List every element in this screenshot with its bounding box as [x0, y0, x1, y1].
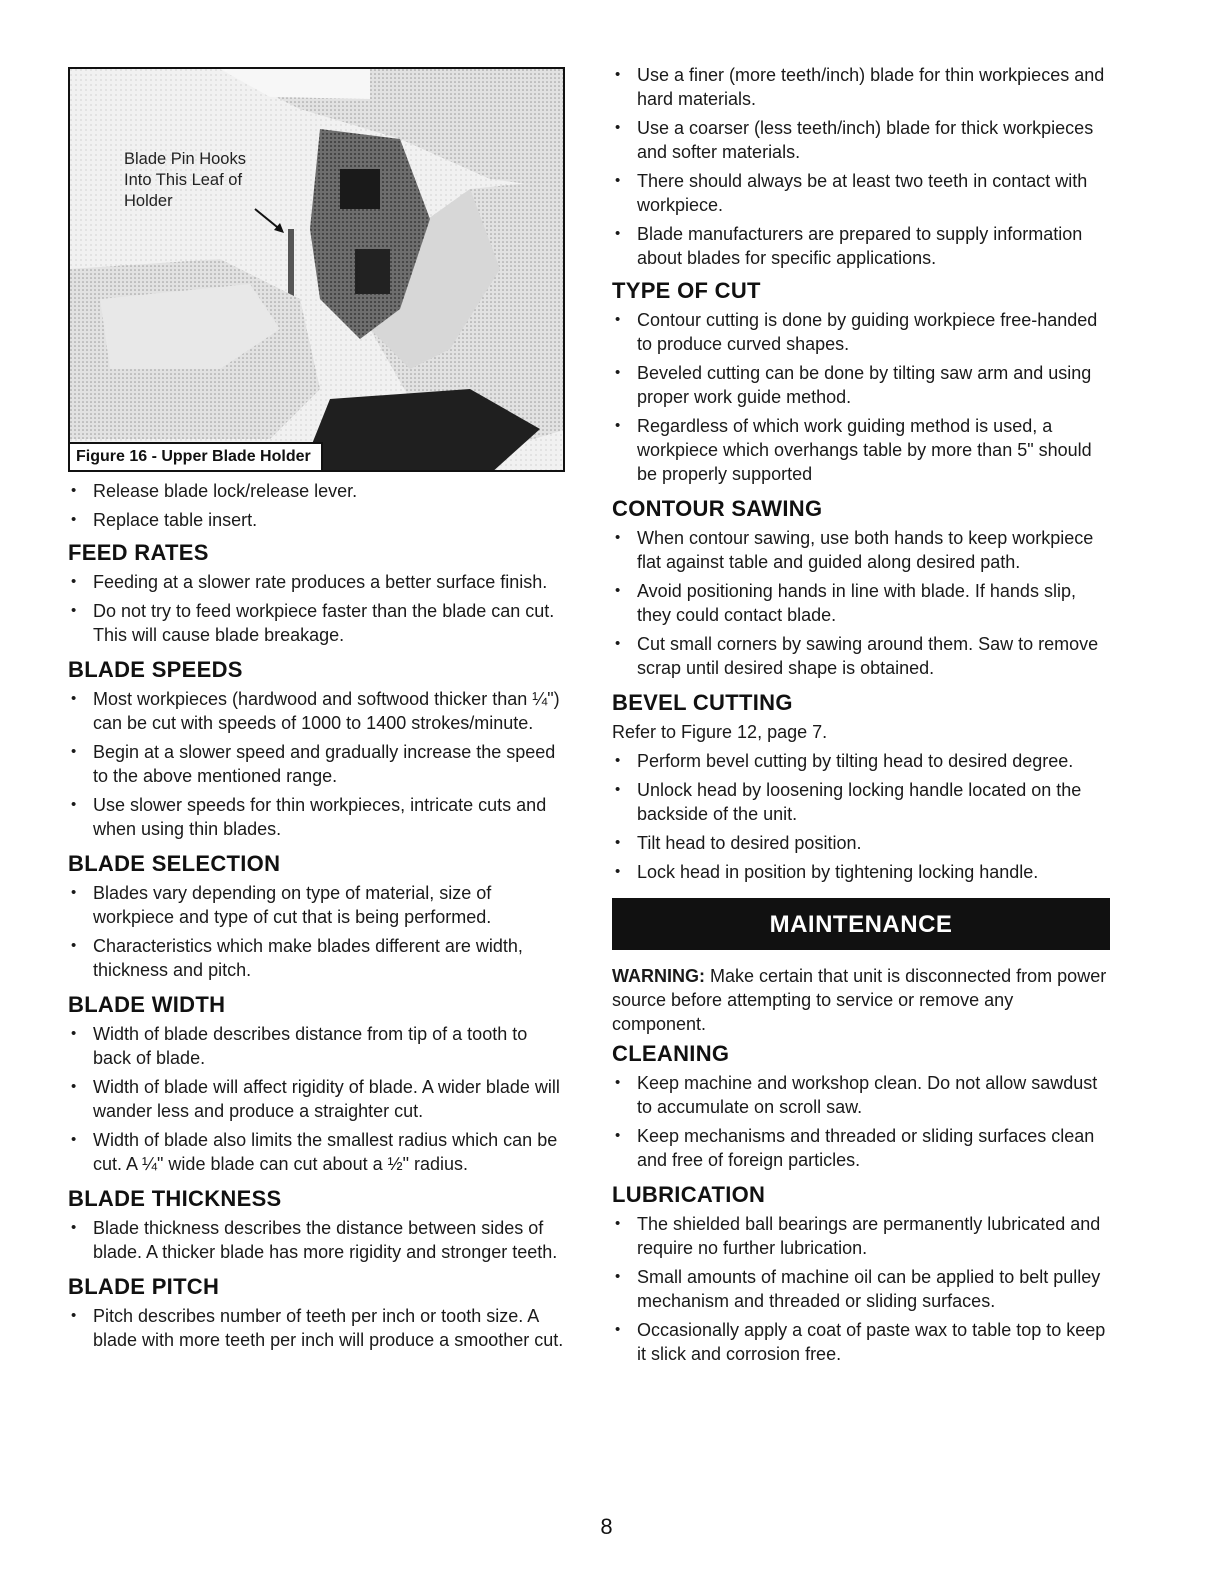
- list-item: • Width of blade also limits the smallest radius which can be cut. A ¼" wide blade can cut about a ½" radius.: [68, 1128, 565, 1176]
- section-feed-rates: [68, 540, 565, 647]
- list-item: • The shielded ball bearings are permanently lubricated and require no further lubrication.: [612, 1212, 1110, 1260]
- list-item: • Occasionally apply a coat of paste wax to table top to keep it slick and corrosion free.: [612, 1318, 1110, 1366]
- list-item: • Use a finer (more teeth/inch) blade for thin workpieces and hard materials.: [612, 63, 1110, 111]
- section-heading: BLADE PITCH: [68, 1274, 220, 1299]
- section-heading: LUBRICATION: [612, 1182, 766, 1207]
- figure-callout: [124, 149, 246, 212]
- figure-caption: Figure 16 - Upper Blade Holder: [70, 442, 323, 470]
- warning-paragraph: [612, 964, 1110, 1036]
- section-heading: BEVEL CUTTING: [612, 690, 793, 715]
- list-item: • Blade manufacturers are prepared to supply information about blades for specific applications.: [612, 222, 1110, 270]
- list-item: • When contour sawing, use both hands to keep workpiece flat against table and guided along desired path.: [612, 526, 1110, 574]
- list-item: • Avoid positioning hands in line with blade. If hands slip, they could contact blade.: [612, 579, 1110, 627]
- section-heading: TYPE OF CUT: [612, 278, 761, 303]
- section-heading: BLADE WIDTH: [68, 992, 226, 1017]
- page-number: 8: [600, 1514, 613, 1539]
- warning-label: WARNING:: [612, 966, 705, 986]
- section-blade-selection: [68, 851, 565, 982]
- list-item: • Feeding at a slower rate produces a better surface finish.: [68, 570, 565, 594]
- list-item: • Width of blade describes distance from tip of a tooth to back of blade.: [68, 1022, 565, 1070]
- list-item: • Contour cutting is done by guiding workpiece free-handed to produce curved shapes.: [612, 308, 1110, 356]
- list-item: • Regardless of which work guiding method is used, a workpiece which overhangs table by more than 5" should be properly supported: [612, 414, 1110, 486]
- section-heading: CONTOUR SAWING: [612, 496, 823, 521]
- list-item: • Perform bevel cutting by tilting head to desired degree.: [612, 749, 1110, 773]
- list-item: • Lock head in position by tightening locking handle.: [612, 860, 1110, 884]
- list-item: • Keep mechanisms and threaded or sliding surfaces clean and free of foreign particles.: [612, 1124, 1110, 1172]
- list-item: • Do not try to feed workpiece faster than the blade can cut. This will cause blade breakage.: [68, 599, 565, 647]
- list-item: • Release blade lock/release lever.: [68, 479, 565, 503]
- list-item: • Most workpieces (hardwood and softwood thicker than ¼") can be cut with speeds of 1000 to 1400 strokes/minute.: [68, 687, 565, 735]
- list-item: • Blades vary depending on type of material, size of workpiece and type of cut that is being performed.: [68, 881, 565, 929]
- list-item: • Cut small corners by sawing around them. Saw to remove scrap until desired shape is obtained.: [612, 632, 1110, 680]
- list-item: • Pitch describes number of teeth per inch or tooth size. A blade with more teeth per inch will produce a smoother cut.: [68, 1304, 565, 1352]
- section-heading: BLADE SPEEDS: [68, 657, 243, 682]
- callout-line: Holder: [124, 192, 173, 210]
- list-item: • Beveled cutting can be done by tilting saw arm and using proper work guide method.: [612, 361, 1110, 409]
- section-contour-sawing: [612, 496, 1110, 680]
- section-lubrication: [612, 1182, 1110, 1366]
- section-heading: BLADE SELECTION: [68, 851, 281, 876]
- section-blade-speeds: [68, 657, 565, 841]
- right-column: [612, 63, 1110, 1376]
- section-cleaning: [612, 1041, 1110, 1172]
- section-blade-pitch: [68, 1274, 565, 1352]
- maintenance-banner: MAINTENANCE: [612, 898, 1110, 950]
- list-item: • Tilt head to desired position.: [612, 831, 1110, 855]
- left-column: [68, 479, 565, 1362]
- blade-tips-list: [612, 63, 1110, 270]
- bevel-reference: Refer to Figure 12, page 7.: [612, 722, 828, 742]
- section-heading: CLEANING: [612, 1041, 730, 1066]
- warning-text: Make certain that unit is disconnected from power source before attempting to service or remove any component.: [612, 966, 1107, 1034]
- list-item: • Use a coarser (less teeth/inch) blade for thick workpieces and softer materials.: [612, 116, 1110, 164]
- list-item: • Keep machine and workshop clean. Do not allow sawdust to accumulate on scroll saw.: [612, 1071, 1110, 1119]
- list-item: • Begin at a slower speed and gradually increase the speed to the above mentioned range.: [68, 740, 565, 788]
- list-item: • Replace table insert.: [68, 508, 565, 532]
- callout-line: Blade Pin Hooks: [124, 150, 246, 168]
- intro-list: [68, 479, 565, 532]
- list-item: • Small amounts of machine oil can be applied to belt pulley mechanism and threaded or sliding surfaces.: [612, 1265, 1110, 1313]
- callout-line: Into This Leaf of: [124, 171, 243, 189]
- section-blade-width: [68, 992, 565, 1176]
- list-item: • Unlock head by loosening locking handle located on the backside of the unit.: [612, 778, 1110, 826]
- list-item: • Width of blade will affect rigidity of blade. A wider blade will wander less and produce a straighter cut.: [68, 1075, 565, 1123]
- section-heading: BLADE THICKNESS: [68, 1186, 282, 1211]
- list-item: • Characteristics which make blades different are width, thickness and pitch.: [68, 934, 565, 982]
- figure-upper-blade-holder: [68, 67, 565, 472]
- section-type-of-cut: [612, 278, 1110, 486]
- blade-holder-illustration: [70, 69, 565, 472]
- section-blade-thickness: [68, 1186, 565, 1264]
- list-item: • Use slower speeds for thin workpieces, intricate cuts and when using thin blades.: [68, 793, 565, 841]
- list-item: • Blade thickness describes the distance between sides of blade. A thicker blade has more rigidity and stronger teeth.: [68, 1216, 565, 1264]
- section-bevel-cutting: [612, 690, 1110, 884]
- section-heading: FEED RATES: [68, 540, 209, 565]
- list-item: • There should always be at least two teeth in contact with workpiece.: [612, 169, 1110, 217]
